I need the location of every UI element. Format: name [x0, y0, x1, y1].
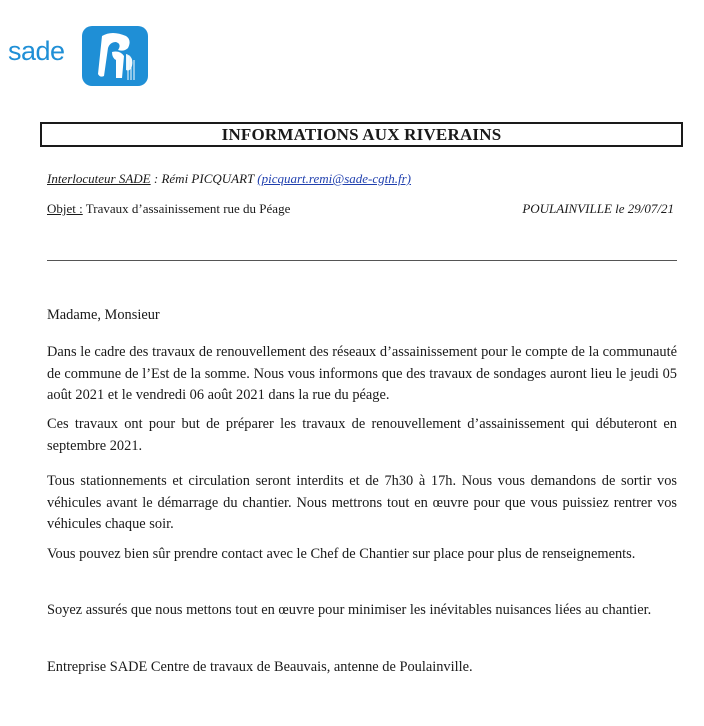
- subject-label: Objet :: [47, 201, 83, 216]
- subject-text: Travaux d’assainissement rue du Péage: [85, 201, 291, 216]
- contact-separator: :: [150, 171, 162, 186]
- contact-line: [47, 171, 411, 187]
- paragraph-3: Tous stationnements et circulation seront interdits et de 7h30 à 17h. Nous vous demandons de sortir vos véhicules avant le démarrage du chantier. Nous mettrons tout en œuvre pour que vous puissiez rentrer vos véhicules chaque soir.: [47, 473, 677, 532]
- closing-line: Entreprise SADE Centre de travaux de Beauvais, antenne de Poulainville.: [47, 659, 473, 675]
- sade-logo: [8, 24, 148, 86]
- paragraph-1: Dans le cadre des travaux de renouvellement des réseaux d’assainissement pour le compte de la communauté de commune de l’Est de la somme. Nous vous informons que des travaux de sondages auront lieu le jeudi 05 août 2021 et le vendredi 06 août 2021 dans la rue du péage.: [47, 344, 677, 403]
- salutation: Madame, Monsieur: [47, 307, 160, 323]
- contact-name: Rémi PICQUART: [161, 171, 255, 186]
- water-figure-icon: [82, 26, 148, 86]
- place-date: POULAINVILLE le 29/07/21: [522, 201, 674, 216]
- page-title: INFORMATIONS AUX RIVERAINS: [221, 124, 502, 144]
- divider: [47, 260, 677, 261]
- logo-wordmark: sade: [8, 36, 65, 66]
- paragraph-2: Ces travaux ont pour but de préparer les travaux de renouvellement d’assainissement qui débuteront en septembre 2021.: [47, 416, 677, 454]
- paragraph-5: Soyez assurés que nous mettons tout en œuvre pour minimiser les inévitables nuisances liées au chantier.: [47, 602, 652, 618]
- subject-line: [47, 201, 290, 217]
- logo-badge-icon: [82, 26, 148, 86]
- contact-email-link[interactable]: (picquart.remi@sade-cgth.fr): [257, 171, 412, 186]
- paragraph-4: Vous pouvez bien sûr prendre contact avec le Chef de Chantier sur place pour plus de renseignements.: [47, 546, 636, 562]
- title-box: [40, 122, 683, 147]
- contact-label: Interlocuteur SADE: [47, 171, 151, 186]
